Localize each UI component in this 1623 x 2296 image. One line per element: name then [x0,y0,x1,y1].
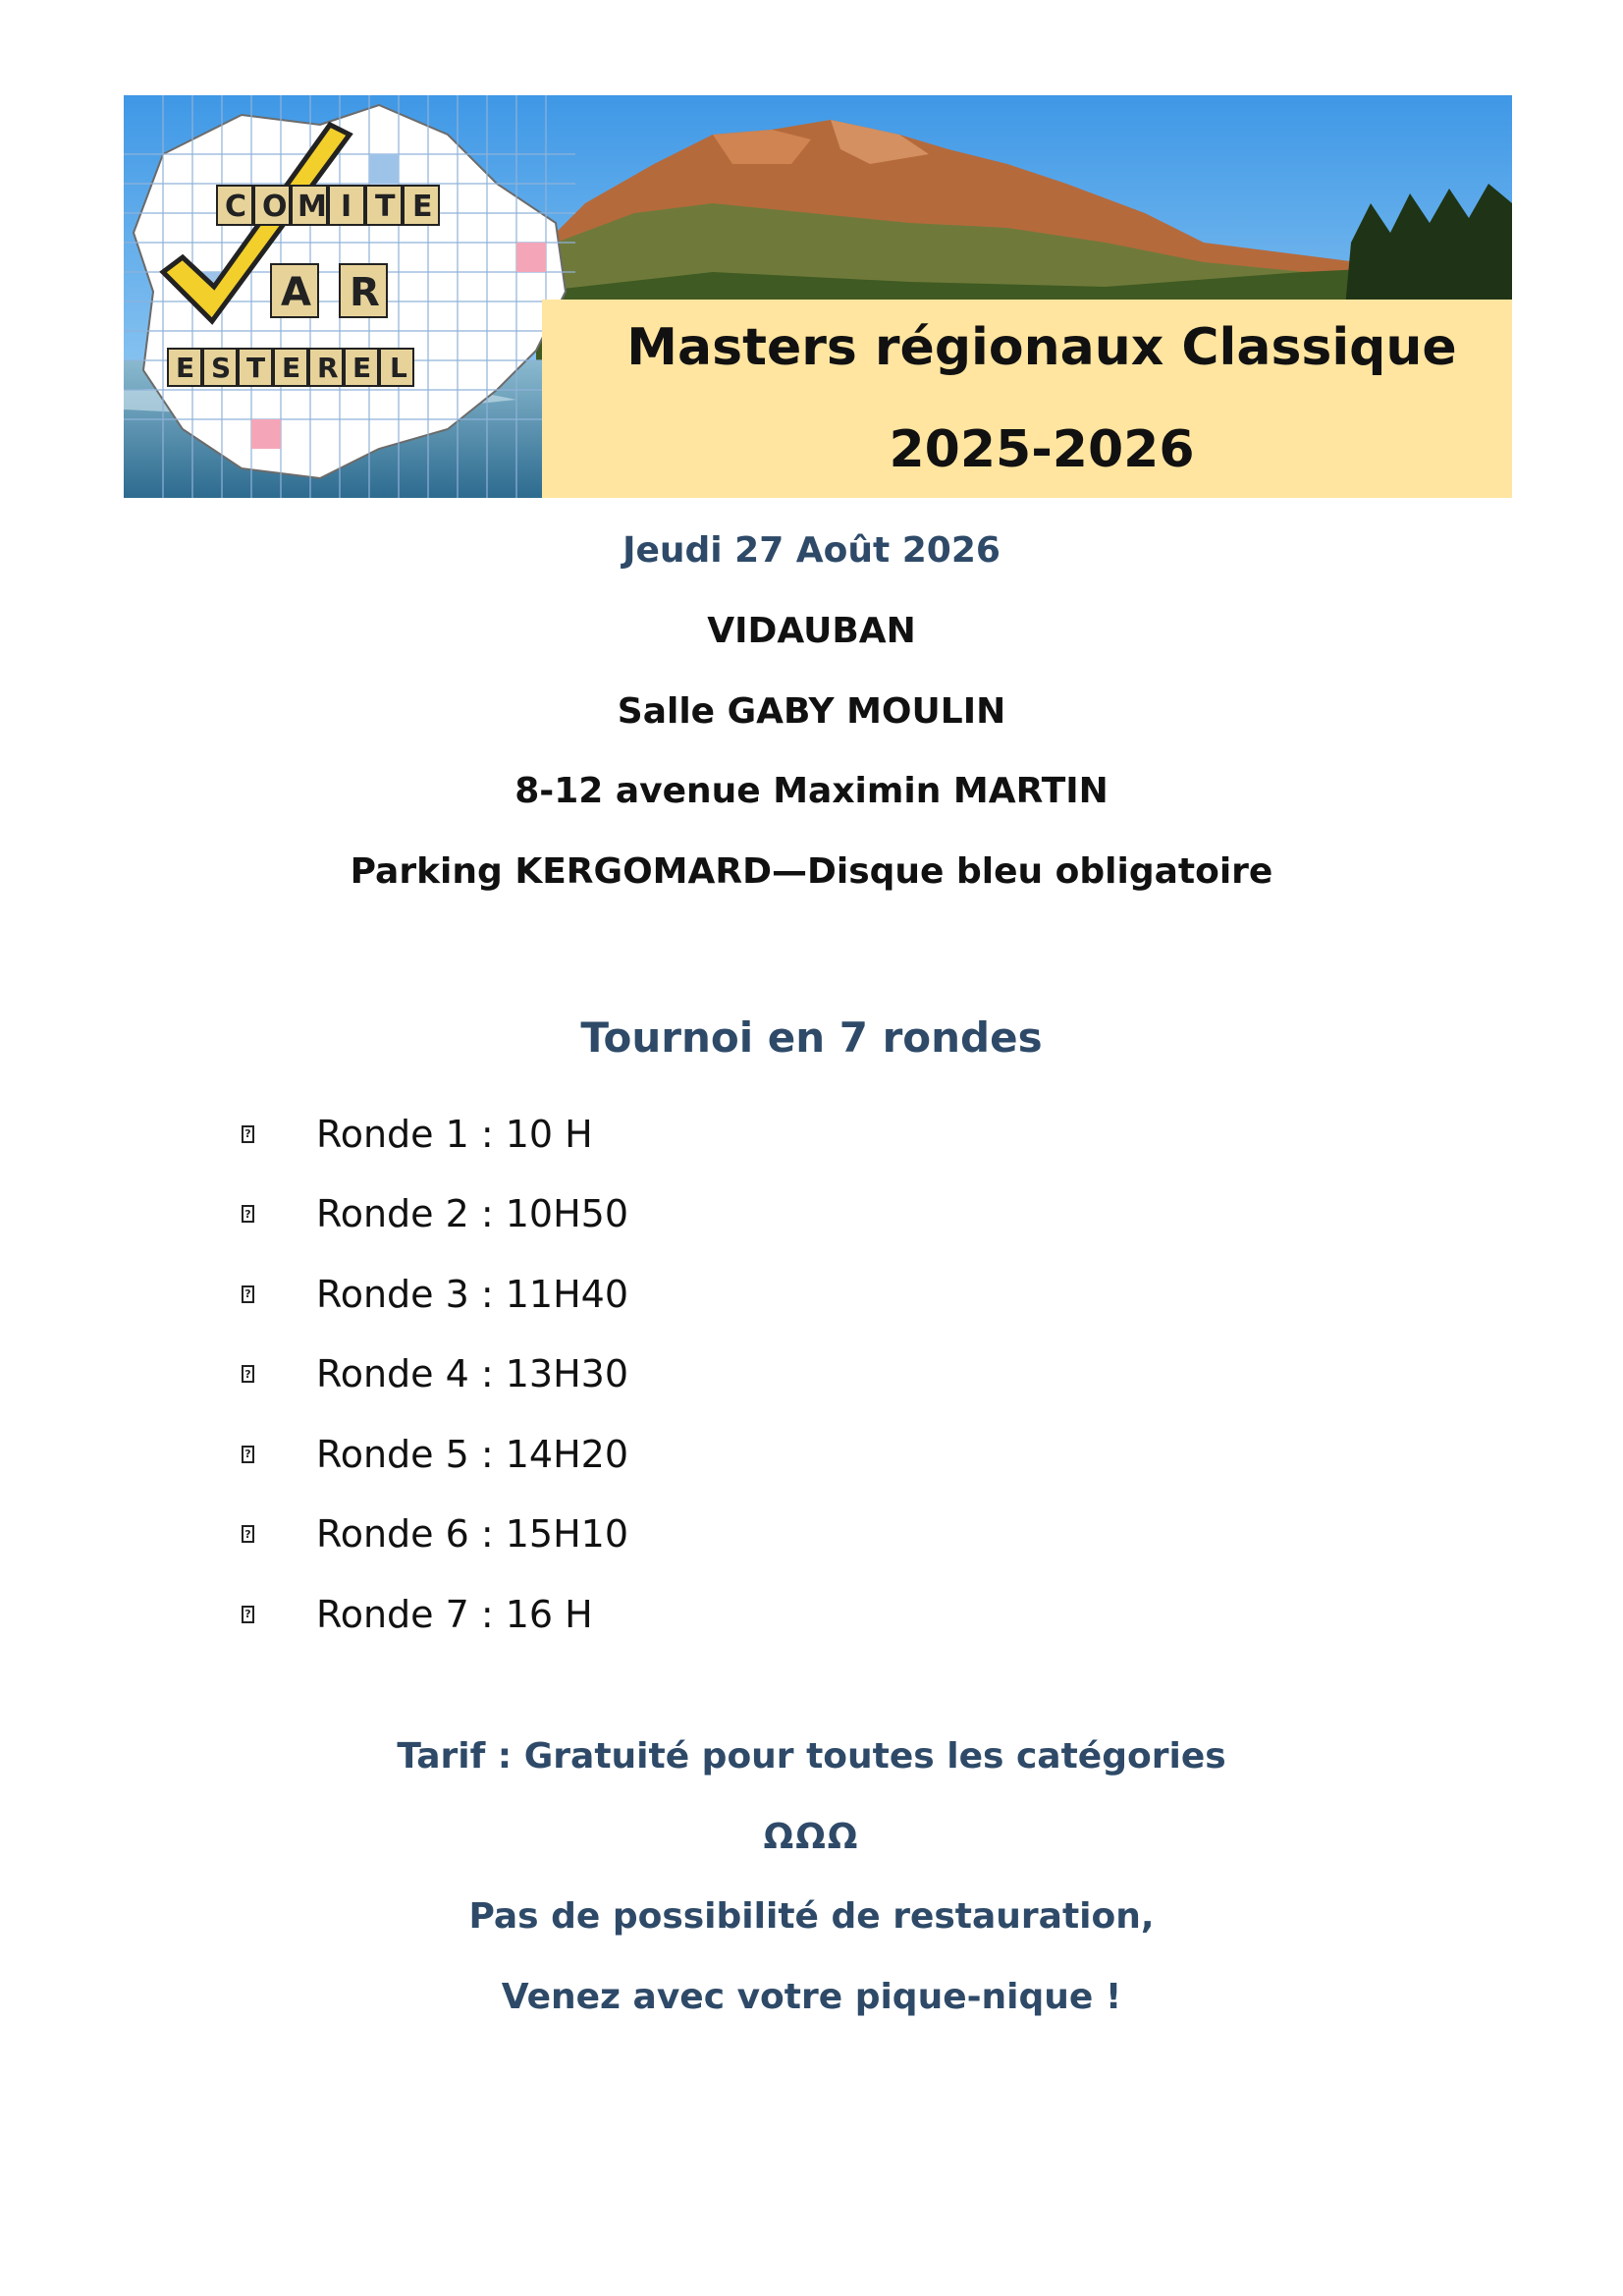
event-hall: Salle GABY MOULIN [617,691,1006,732]
omega-symbols: ΩΩΩ [763,1817,860,1857]
unknown-glyph-box-icon: ? [242,1606,254,1623]
logo-letter: C [225,190,247,224]
event-address: 8-12 avenue Maximin MARTIN [514,771,1109,811]
event-city: VIDAUBAN [707,611,916,651]
round-label: Ronde 4 : 13H30 [316,1352,629,1396]
picnic-note: Venez avec votre pique-nique ! [501,1977,1122,2017]
round-label: Ronde 5 : 14H20 [316,1432,629,1476]
logo-letter: T [246,352,266,384]
page-title: Masters régionaux Classique [626,318,1457,377]
logo-letter: E [412,190,433,224]
list-item [242,1094,628,1175]
logo-letter: E [176,352,195,384]
comite-var-esterel-logo [124,95,575,498]
pricing-text: Tarif : Gratuité pour toutes les catégories [397,1736,1226,1777]
logo-letter: R [350,270,380,315]
list-item [242,1414,628,1495]
list-item [242,1574,628,1655]
unknown-glyph-box-icon: ? [242,1446,254,1463]
logo-letter: R [317,352,339,384]
event-parking: Parking KERGOMARD—Disque bleu obligatoire [350,851,1273,892]
list-item [242,1495,628,1575]
unknown-glyph-box-icon: ? [242,1525,254,1543]
round-label: Ronde 2 : 10H50 [316,1192,629,1236]
unknown-glyph-box-icon: ? [242,1285,254,1303]
rounds-list [242,1094,628,1655]
header-banner [124,95,1512,498]
round-label: Ronde 7 : 16 H [316,1592,593,1636]
unknown-glyph-box-icon: ? [242,1125,254,1143]
logo-letter: M [298,190,327,224]
restauration-note: Pas de possibilité de restauration, [468,1896,1155,1937]
round-label: Ronde 3 : 11H40 [316,1272,629,1316]
round-label: Ronde 1 : 10 H [316,1112,593,1156]
logo-letter: E [352,352,372,384]
season-year: 2025-2026 [889,420,1195,479]
list-item [242,1175,628,1255]
unknown-glyph-box-icon: ? [242,1365,254,1383]
logo-letter: I [341,190,352,224]
round-label: Ronde 6 : 15H10 [316,1512,629,1557]
logo-letter: O [262,190,288,224]
logo-letter: E [282,352,301,384]
title-box [542,300,1512,498]
logo-letter: T [375,190,396,224]
logo-letter: L [390,352,407,384]
logo-letter: A [281,270,311,315]
unknown-glyph-box-icon: ? [242,1205,254,1223]
event-date: Jeudi 27 Août 2026 [622,530,1001,571]
logo-letter: S [211,352,232,384]
list-item [242,1335,628,1415]
list-item [242,1254,628,1335]
tournament-title: Tournoi en 7 rondes [580,1013,1043,1062]
